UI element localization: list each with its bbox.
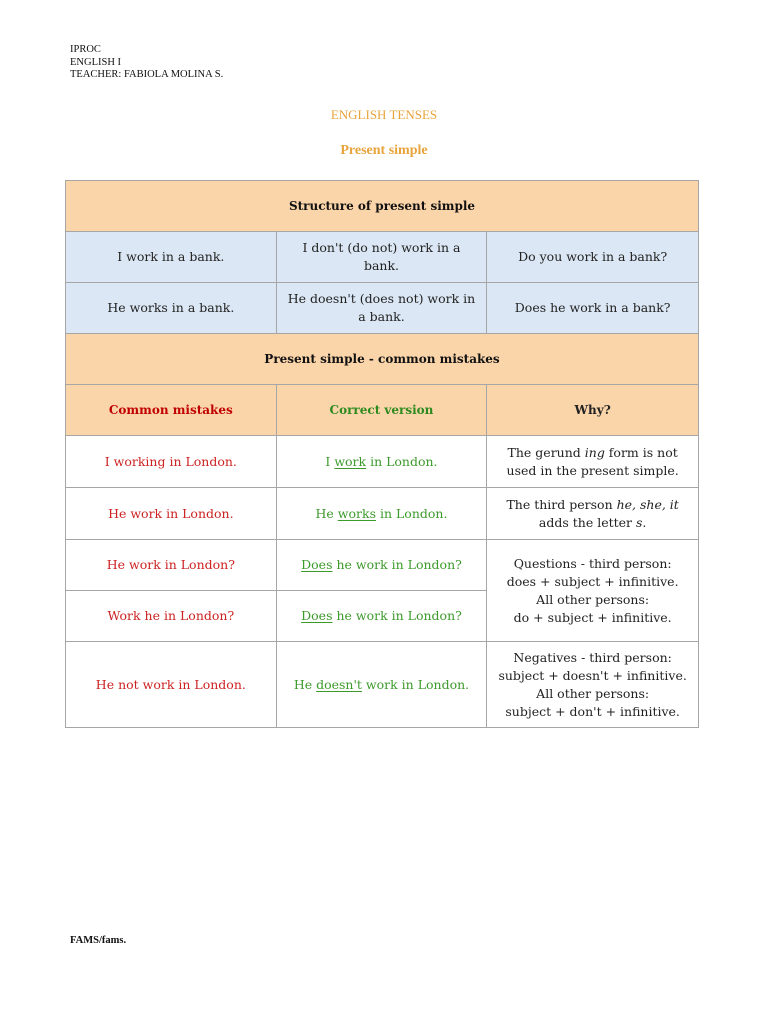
footer-initials: FAMS/fams. — [70, 935, 127, 946]
mistake-cell: I working in London. — [66, 436, 277, 488]
table-row — [66, 488, 699, 540]
col-common-mistakes: Common mistakes — [66, 385, 277, 436]
correct-cell: I work in London. — [276, 436, 487, 488]
correct-cell: He doesn't work in London. — [276, 642, 487, 728]
why-cell-questions: Questions - third person: does + subject + infinitive. All other persons: do + subject + infinitive. — [487, 540, 699, 642]
mistakes-heading: Present simple - common mistakes — [66, 334, 699, 385]
affirmative-cell: He works in a bank. — [66, 283, 277, 334]
table-row — [66, 283, 699, 334]
header-institution: IPROC — [70, 44, 101, 55]
question-cell: Do you work in a bank? — [487, 232, 699, 283]
mistake-cell: He not work in London. — [66, 642, 277, 728]
why-cell: The gerund ing form is not used in the present simple. — [487, 436, 699, 488]
structure-heading: Structure of present simple — [66, 181, 699, 232]
table-row — [66, 540, 699, 591]
why-cell: The third person he, she, it adds the letter s. — [487, 488, 699, 540]
header-course: ENGLISH I — [70, 56, 122, 68]
page-subtitle: Present simple — [340, 143, 428, 158]
tenses-table — [65, 180, 699, 728]
header-teacher: TEACHER: FABIOLA MOLINA S. — [70, 69, 224, 80]
mistake-cell: He work in London? — [66, 540, 277, 591]
mistake-cell: Work he in London? — [66, 591, 277, 642]
column-header-row — [66, 385, 699, 436]
correct-cell: Does he work in London? — [276, 591, 487, 642]
why-cell-negatives: Negatives - third person: subject + doesn't + infinitive. All other persons: subject + don't + infinitive. — [487, 642, 699, 728]
col-why: Why? — [487, 385, 699, 436]
question-cell: Does he work in a bank? — [487, 283, 699, 334]
correct-cell: He works in London. — [276, 488, 487, 540]
table-row — [66, 642, 699, 728]
affirmative-cell: I work in a bank. — [66, 232, 277, 283]
table-row — [66, 436, 699, 488]
col-correct-version: Correct version — [276, 385, 487, 436]
table-row — [66, 232, 699, 283]
page-title: ENGLISH TENSES — [330, 107, 438, 122]
negative-cell: He doesn't (does not) work in a bank. — [276, 283, 487, 334]
mistake-cell: He work in London. — [66, 488, 277, 540]
negative-cell: I don't (do not) work in a bank. — [276, 232, 487, 283]
document-header — [70, 44, 223, 82]
correct-cell: Does he work in London? — [276, 540, 487, 591]
